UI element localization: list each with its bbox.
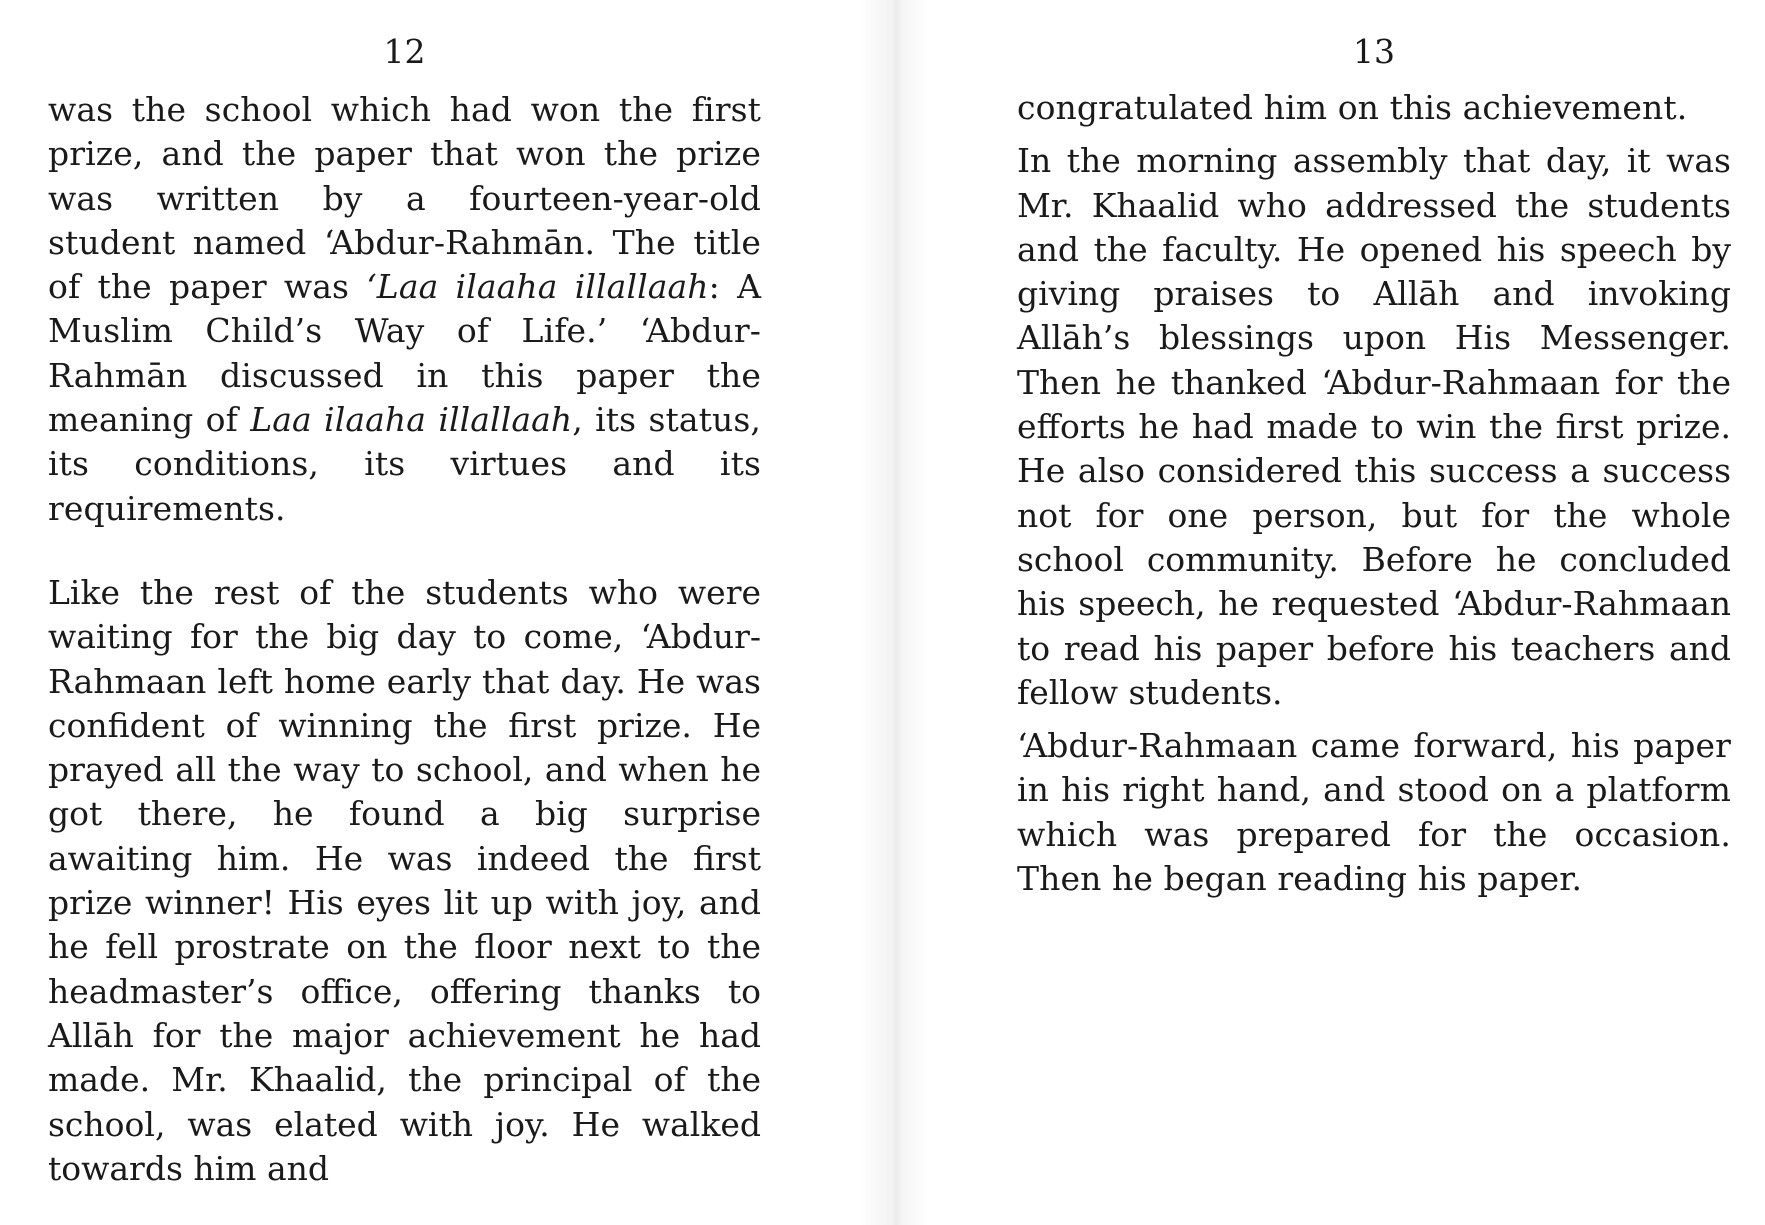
italic-phrase: ‘Laa ilaaha illallaah <box>366 267 709 307</box>
paragraph-text: was the school which had won the first prize, and the paper that won the prize was written by a fourteen-year-old student named ‘Abdur-Rahmān. The title of the paper was <box>48 90 761 307</box>
right-page <box>1017 0 1731 1225</box>
page-number: 13 <box>1353 32 1395 71</box>
paragraph: congratulated him on this achievement. <box>1017 88 1688 127</box>
paragraph-text: : A Muslim Child’s Way of Life.’ ‘Abdur-Rahmān discussed in this paper the meaning of <box>48 267 761 440</box>
left-page <box>48 0 761 1225</box>
page-text <box>1017 86 1731 901</box>
paragraph: ‘Abdur-Rahmaan came forward, his paper in his right hand, and stood on a platform which was prepared for the occasion. Then he began reading his paper. <box>1017 726 1731 899</box>
paragraph <box>48 88 761 531</box>
book-gutter <box>860 0 930 1225</box>
paragraph: Like the rest of the students who were waiting for the big day to come, ‘Abdur-Rahmaan left home early that day. He was confident of winning the first prize. He prayed all the way to school, and when he got there, he found a big surprise awaiting him. He was indeed the first prize winner! His eyes lit up with joy, and he fell prostrate on the floor next to the headmaster’s office, offering thanks to Allāh for the major achievement he had made. Mr. Khaalid, the principal of the school, was elated with joy. He walked towards him and <box>48 572 761 1188</box>
paragraph: In the morning assembly that day, it was Mr. Khaalid who addressed the students and the faculty. He opened his speech by giving praises to Allāh and invoking Allāh’s blessings upon His Messenger. Then he thanked ‘Abdur-Rahmaan for the efforts he had made to win the first prize. He also considered this success a success not for one person, but for the whole school community. Before he concluded his speech, he requested ‘Abdur-Rahmaan to read his paper before his teachers and fellow students. <box>1017 141 1731 712</box>
page-text <box>48 88 761 1191</box>
italic-phrase: Laa ilaaha illallaah <box>250 400 573 440</box>
page-number: 12 <box>383 32 426 71</box>
paragraph-text: , its status, its conditions, its virtues and its requirements. <box>48 400 761 528</box>
